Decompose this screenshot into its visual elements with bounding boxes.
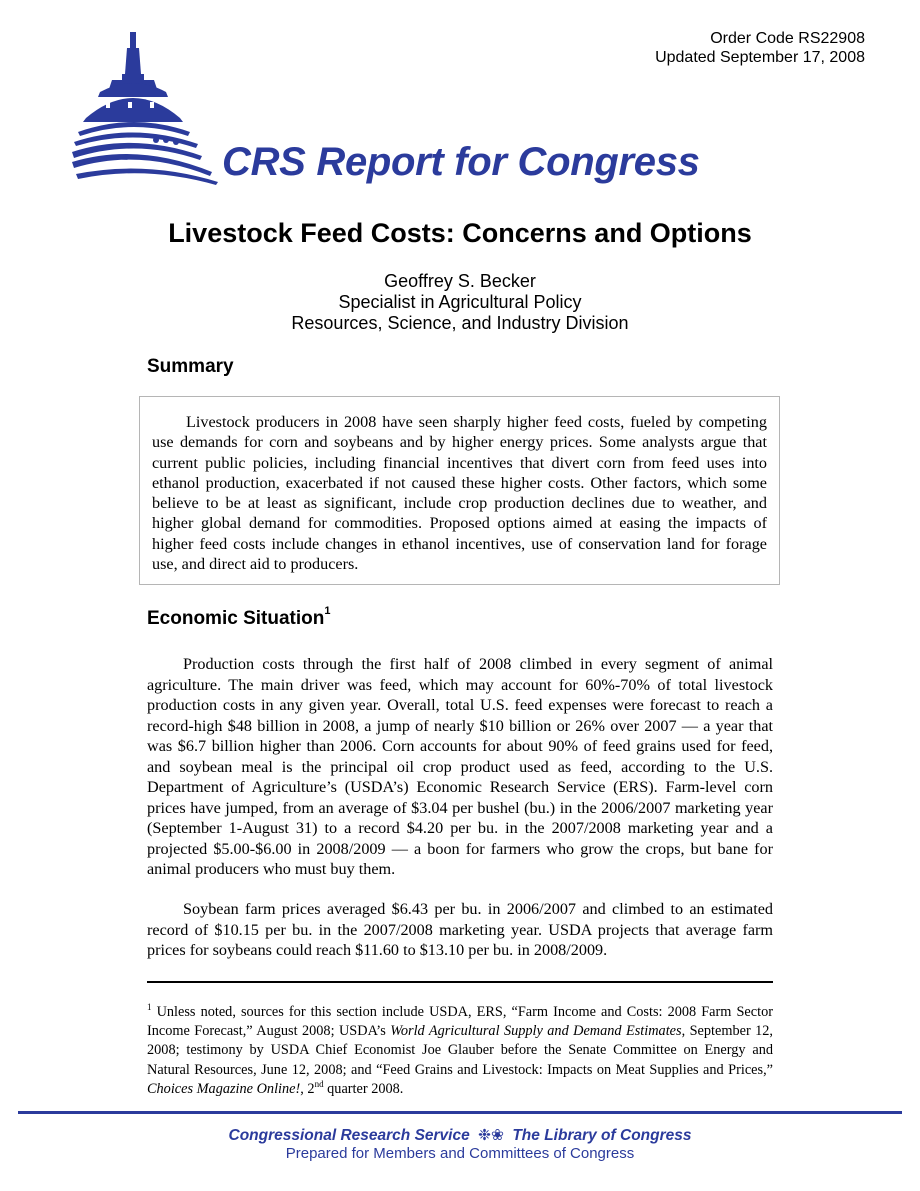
footer-divider <box>18 1111 902 1114</box>
economic-situation-heading-text: Economic Situation <box>147 608 325 629</box>
report-title: Livestock Feed Costs: Concerns and Options <box>168 218 752 248</box>
author-division: Resources, Science, and Industry Division <box>291 313 629 333</box>
updated-date: Updated September 17, 2008 <box>655 49 865 66</box>
economic-situation-heading <box>147 605 331 630</box>
footnote-text-a: Unless noted, sources for this section include USDA, ERS, “Farm Income and Costs: 2008 Farm Sector Income Forecast,” August 2008; USDA’s <box>147 1004 773 1040</box>
capitol-dome-logo-icon <box>72 28 220 186</box>
footnote-marker: 1 <box>147 1002 152 1013</box>
footnote <box>147 1003 773 1099</box>
body-paragraph-1: Production costs through the first half of 2008 climbed in every segment of animal agriculture. The main driver was feed, which may account for 60%-70% of total livestock production costs in any given year. Overall, total U.S. feed expenses were forecast to reach a record-high $48 billion in 2008, a jump of nearly $10 billion or 26% over 2007 — a year that was $6.7 billion higher than 2006. Corn accounts for about 90% of feed grains used for feed, and soybean meal is the principal oil crop product used as feed, according to the U.S. Department of Agriculture’s (USDA’s) Economic Research Service (ERS). Farm-level corn prices have jumped, from an average of $3.04 per bushel (bu.) in the 2006/2007 marketing year (September 1-August 31) to a record $4.20 per bu. in the 2007/2008 marketing year and a projected $5.00-$6.00 in 2008/2009 — a boon for farmers who grow the crops, but bane for animal producers who must buy them. <box>147 655 773 878</box>
order-code-block <box>655 29 865 67</box>
footer-ornament-icon: ❉❀ <box>478 1127 505 1144</box>
author-role: Specialist in Agricultural Policy <box>338 292 582 312</box>
author-name: Geoffrey S. Becker <box>384 271 536 291</box>
body-paragraph-2: Soybean farm prices averaged $6.43 per bu. in 2006/2007 and climbed to an estimated record of $10.15 per bu. in the 2007/2008 marketing year. USDA projects that average farm prices for soybeans could reach $11.60 to $13.10 per bu. in 2008/2009. <box>147 900 773 959</box>
footnote-citation-wasde: World Agricultural Supply and Demand Estimates <box>390 1023 682 1040</box>
footnote-text-c: , 2 <box>300 1080 315 1097</box>
footnote-ordinal: nd <box>314 1079 324 1090</box>
footnote-citation-choices: Choices Magazine Online! <box>147 1080 301 1097</box>
summary-heading: Summary <box>147 356 234 377</box>
footnote-text-b: , September 12, 2008; testimony by USDA Chief Economist Joe Glauber before the Senate Committee on Energy and Natural Resources, June 12, 2008; and “Feed Grains and Livestock: Impacts on Meat Supplies and Prices,” <box>147 1023 774 1078</box>
summary-box <box>139 396 780 585</box>
summary-text: Livestock producers in 2008 have seen sharply higher feed costs, fueled by competing use demands for corn and soybeans and by higher energy prices. Some analysts argue that current public policies, including financial incentives that divert corn from feed uses into ethanol production, exacerbated if not caused these higher costs. Other factors, which some believe to be at least as significant, include crop production declines due to weather, and higher global demand for commodities. Proposed options aimed at easing the impacts of higher feed costs include changes in ethanol incentives, use of conservation land for forage use, and direct aid to producers. <box>152 413 767 574</box>
footer-crs: Congressional Research Service <box>228 1127 470 1144</box>
order-code: Order Code RS22908 <box>710 30 865 47</box>
footer-tagline: Prepared for Members and Committees of Congress <box>285 1145 635 1162</box>
footnote-text-d: quarter 2008. <box>323 1080 404 1097</box>
footer-publisher-line <box>0 1126 920 1145</box>
footer-library: The Library of Congress <box>512 1127 692 1144</box>
report-logo-text: CRS Report for Congress <box>222 140 700 184</box>
author-block <box>0 271 920 334</box>
footnote-ref[interactable]: 1 <box>324 605 331 617</box>
footnote-divider <box>147 981 773 983</box>
